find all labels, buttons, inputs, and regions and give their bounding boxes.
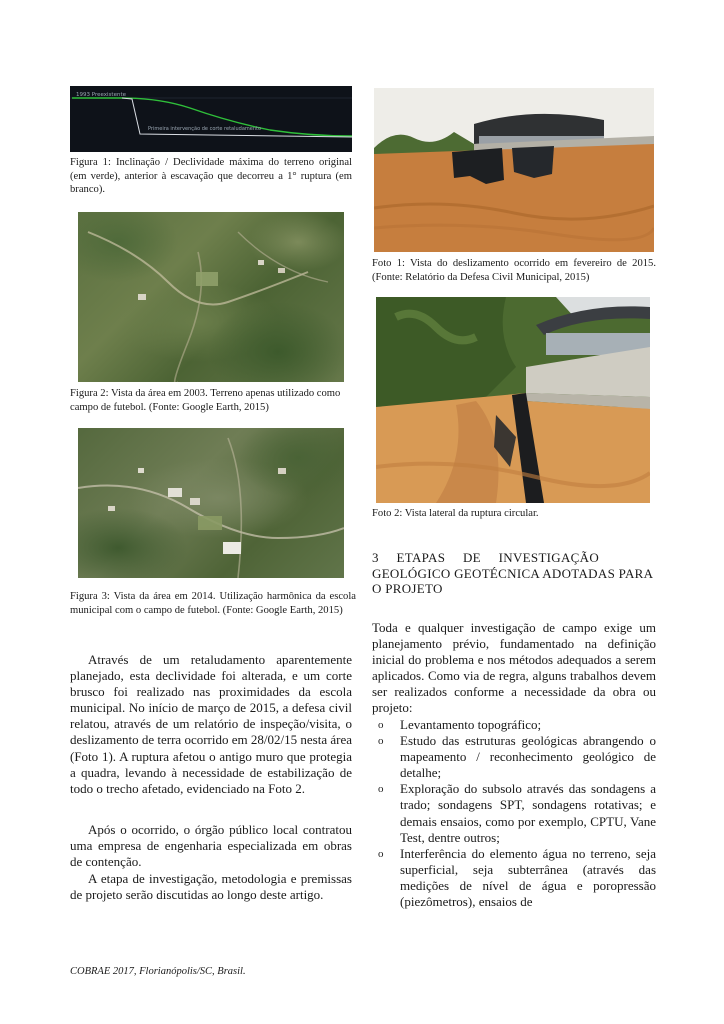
page-footer: COBRAE 2017, Florianópolis/SC, Brasil. [70,966,246,977]
photo-2-caption: Foto 2: Vista lateral da ruptura circular. [372,508,539,519]
list-item-text: Exploração do subsolo através das sondagens a trado; sondagens SPT, sondagens rotativas; e demais ensaios, como por exemplo, CPTU, Vane Test, dentre outros; [400,781,656,845]
figure-1-caption: Figura 1: Inclinação / Declividade máxima do terreno original (em verde), anterior à escavação que decorreu a 1° ruptura (em branco). [70,157,352,196]
list-item [372,717,656,733]
figure-2-caption: Figura 2: Vista da área em 2003. Terreno apenas utilizado como campo de futebol. (Fonte: Google Earth, 2015) [70,388,341,413]
list-item [372,846,656,910]
list-item-text: Interferência do elemento água no terreno, seja superficial, seja subterrânea (através das medições de nível de água e poropressão (piezômetros), ensaios de [400,845,656,910]
bullet-marker: o [378,735,384,748]
section-intro-paragraph: Toda e qualquer investigação de campo exige um planejamento prévio, fundamentado na definição inicial do problema e nos métodos adequados a serem aplicados. Como via de regra, alguns trabalhos devem ser realizados conforme a necessidade da obra ou projeto: [372,620,656,716]
photo-1-caption: Foto 1: Vista do deslizamento ocorrido em fevereiro de 2015. (Fonte: Relatório da Defesa Civil Municipal, 2015) [372,258,656,283]
slope-profile-drawing [70,86,352,152]
section-heading: 3 ETAPAS DE INVESTIGAÇÃO GEOLÓGICO GEOTÉCNICA ADOTADAS PARA O PROJETO [372,550,657,596]
list-item [372,733,656,781]
figure-1-image [70,86,352,152]
satellite-2003-details [78,212,344,382]
figure-1-label-top: 1993 Preexistente [76,92,126,98]
body-paragraph-1: Através de um retaludamento aparentemente planejado, esta declividade foi alterada, e um corte brusco foi realizado nas proximidades da escola municipal. No início de março de 2015, a defesa civil relatou, através de um relatório de inspeção/visita, o deslizamento de terra ocorrido em 28/02/15 nesta área (Foto 1). A ruptura afetou o antigo muro que protegia a quadra, levando à necessidade de estabilização de todo o trecho afetado, evidenciado na Foto 2. [70,652,352,796]
investigation-list [372,717,656,910]
figure-1-label-bottom: Primeira intervenção de corte retaludamento [148,126,262,132]
body-paragraph-2: Após o ocorrido, o órgão público local contratou uma empresa de engenharia especializada em obras de contenção. [70,822,352,870]
list-item [372,781,656,845]
figure-3-caption: Figura 3: Vista da área em 2014. Utilização harmônica da escola municipal com o campo de futebol. (Fonte: Google Earth, 2015) [70,591,356,616]
list-item-text: Levantamento topográfico; [400,717,542,732]
bullet-marker: o [378,847,384,860]
landslide-photo-2-drawing [376,297,650,503]
body-paragraph-3: A etapa de investigação, metodologia e premissas de projeto serão discutidas ao longo deste artigo. [70,871,352,903]
figure-3-image [78,428,344,578]
landslide-photo-1-drawing [374,88,654,252]
bullet-marker: o [378,783,384,796]
photo-2-image [376,297,650,503]
figure-2-image [78,212,344,382]
photo-1-image [374,88,654,252]
list-item-text: Estudo das estruturas geológicas abrangendo o mapeamento / reconhecimento geológico de detalhe; [400,733,656,781]
bullet-marker: o [378,719,384,731]
satellite-2014-details [78,428,344,578]
